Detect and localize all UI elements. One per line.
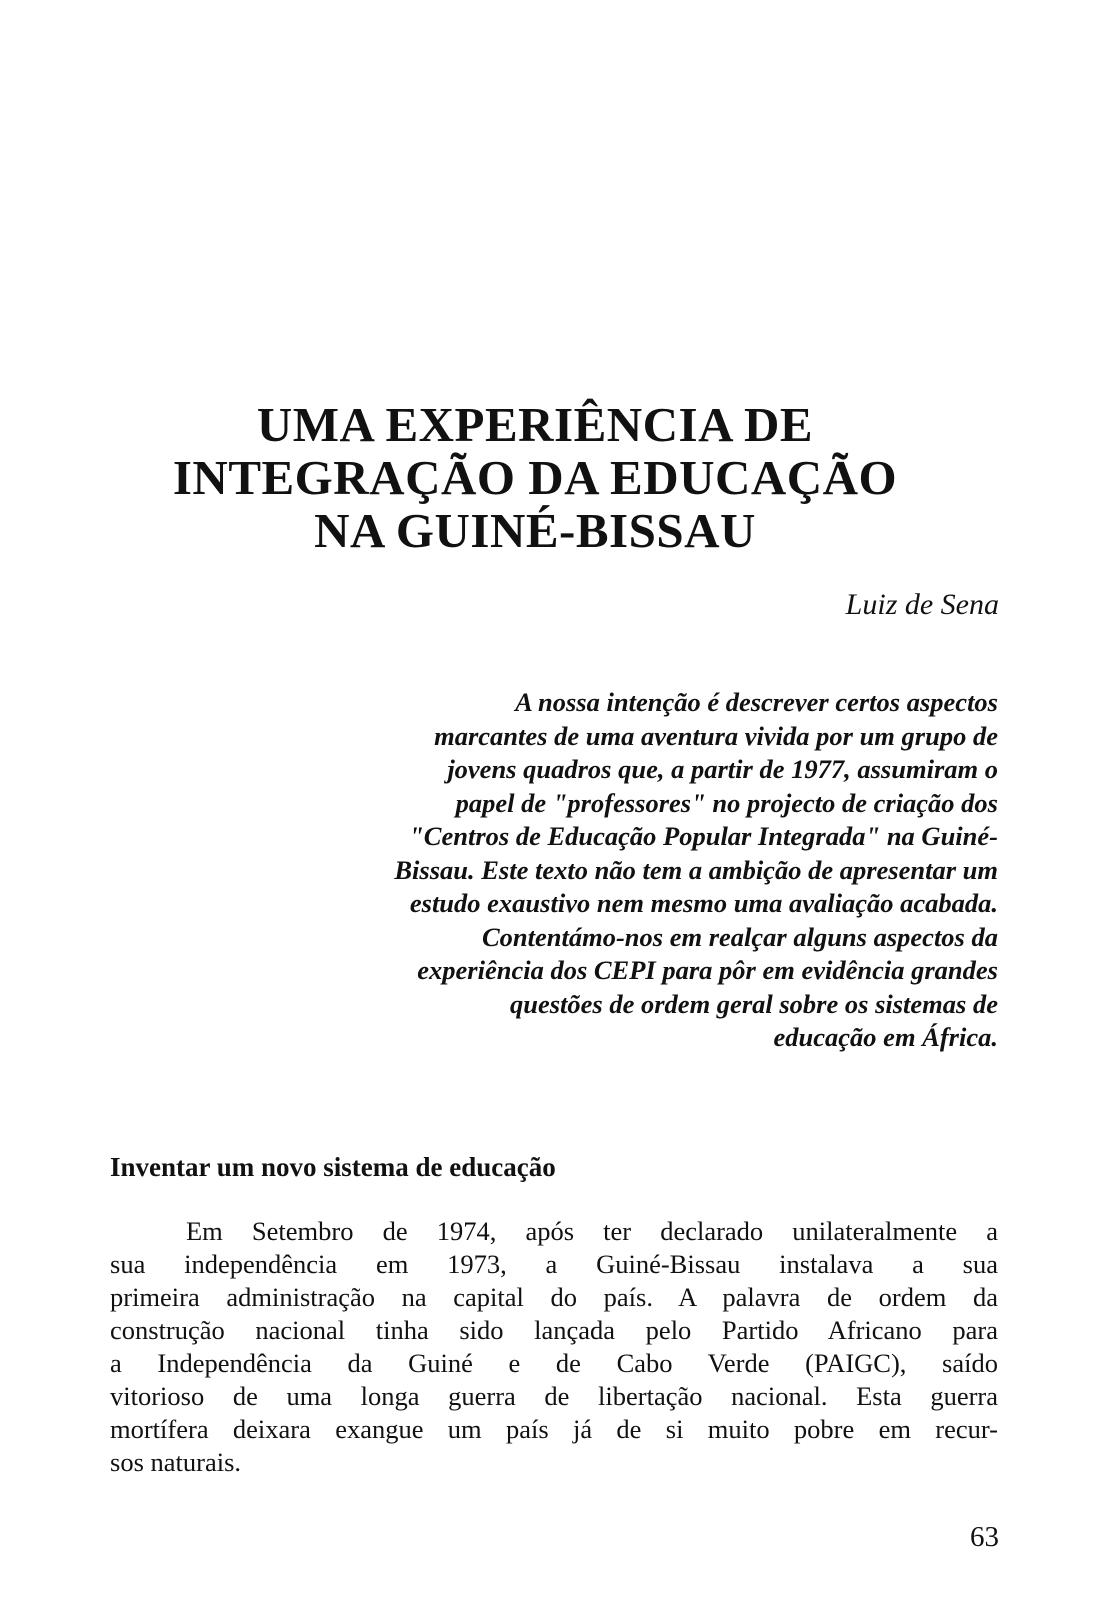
abstract-line: experiência dos CEPI para pôr em evidência grandes — [417, 955, 998, 985]
paragraph-line: vitorioso de uma longa guerra de libertação nacional. Esta guerra — [110, 1381, 998, 1411]
section-heading: Inventar um novo sistema de educação — [110, 1152, 556, 1182]
abstract-line: A nossa intenção é descrever certos aspectos — [515, 687, 998, 717]
abstract-line: educação em África. — [773, 1022, 998, 1052]
article-title — [150, 398, 920, 557]
paragraph-line: construção nacional tinha sido lançada pelo Partido Africano para — [110, 1315, 998, 1345]
abstract-line: "Centros de Educação Popular Integrada" na Guiné- — [409, 821, 998, 851]
abstract-line: papel de "professores" no projecto de criação dos — [455, 787, 998, 818]
paragraph-line: a Independência da Guiné e de Cabo Verde (PAIGC), saído — [110, 1348, 998, 1378]
abstract-line: Contentámo-nos em realçar alguns aspectos da — [481, 921, 998, 952]
title-line: UMA EXPERIÊNCIA DE — [256, 397, 814, 452]
paragraph-line: sos naturais. — [110, 1447, 242, 1477]
page-number: 63 — [970, 1521, 999, 1553]
abstract-line: estudo exaustivo nem mesmo uma avaliação acabada. — [409, 888, 998, 918]
paragraph-line: primeira administração na capital do país. A palavra de ordem da — [110, 1282, 998, 1312]
title-line: INTEGRAÇÃO DA EDUCAÇÃO — [172, 450, 898, 505]
abstract — [240, 686, 998, 1055]
author-name: Luiz de Sena — [845, 588, 999, 621]
abstract-line: questões de ordem geral sobre os sistemas de — [509, 988, 998, 1019]
title-line: NA GUINÉ-BISSAU — [314, 503, 756, 558]
abstract-line: marcantes de uma aventura vivida por um grupo de — [434, 720, 998, 751]
paragraph-line: sua independência em 1973, a Guiné-Bissau instalava a sua — [110, 1249, 998, 1279]
abstract-line: jovens quadros que, a partir de 1977, assumiram o — [447, 754, 998, 784]
paragraph-line: Em Setembro de 1974, após ter declarado unilateralmente a — [186, 1216, 998, 1246]
paragraph-line: mortífera deixara exangue um país já de si muito pobre em recur- — [110, 1414, 998, 1444]
body-paragraph — [110, 1215, 998, 1479]
abstract-line: Bissau. Este texto não tem a ambição de apresentar um — [394, 854, 998, 885]
